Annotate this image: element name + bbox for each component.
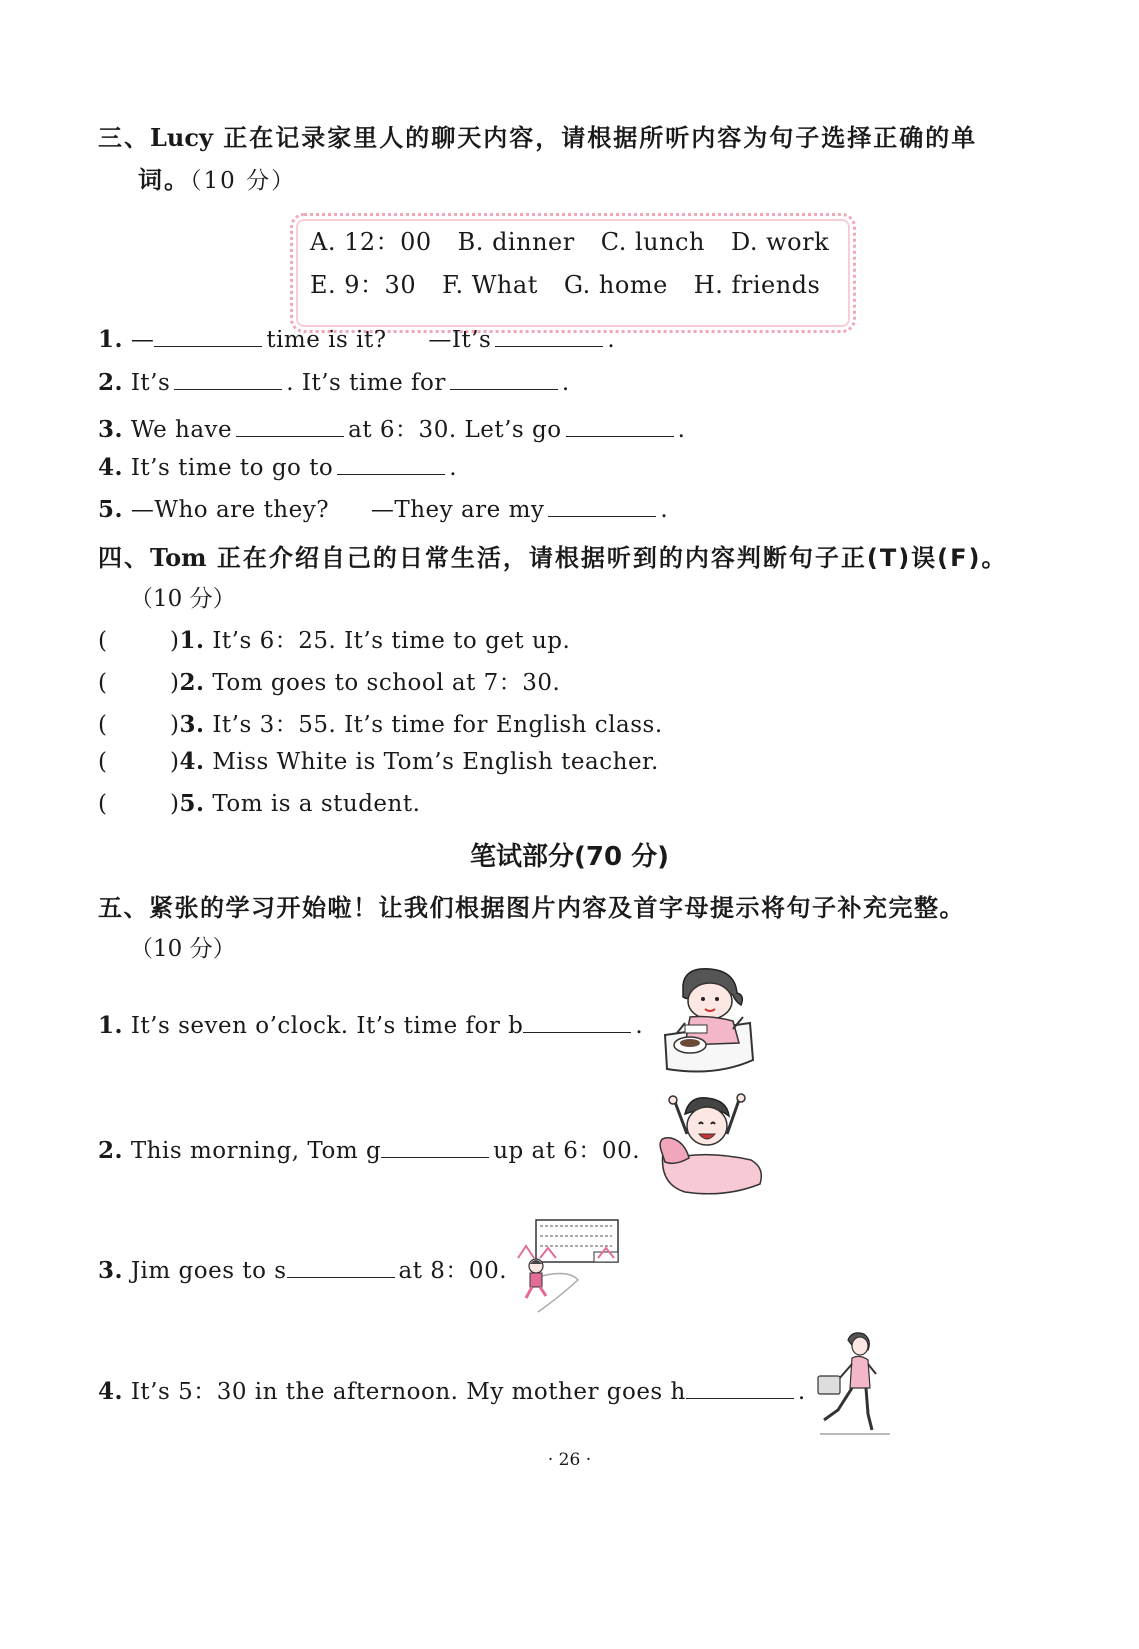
s4-item-1: ( )1. It’s 6：25. It’s time to get up.	[98, 627, 571, 654]
option-e: E. 9：30	[310, 271, 417, 299]
answer-blank[interactable]	[566, 416, 674, 437]
answer-blank[interactable]	[523, 1012, 631, 1033]
answer-blank[interactable]	[236, 416, 344, 437]
answer-blank[interactable]	[548, 496, 656, 517]
option-a: A. 12：00	[310, 228, 432, 256]
s5-question-4: 4. It’s 5：30 in the afternoon. My mother goes h .	[98, 1378, 806, 1405]
s4-item-5: ( )5. Tom is a student.	[98, 790, 421, 817]
section5-score: （10 分）	[130, 936, 236, 962]
s5-question-2: 2. This morning, Tom g up at 6：00.	[98, 1137, 641, 1164]
word-bank-row-1	[310, 222, 855, 257]
answer-blank[interactable]	[337, 454, 445, 475]
page-number: · 26 ·	[547, 1450, 592, 1470]
answer-blank[interactable]	[495, 326, 603, 347]
section5-title: 五、紧张的学习开始啦！让我们根据图片内容及首字母提示将句子补充完整。	[98, 894, 965, 922]
woman-going-home-icon	[810, 1330, 896, 1440]
written-part-title: 笔试部分(70 分)	[470, 842, 669, 872]
s3-question-3: 3. We have at 6：30. Let’s go .	[98, 416, 686, 443]
option-b: B. dinner	[457, 228, 575, 256]
girl-eating-breakfast-icon	[655, 965, 765, 1077]
answer-blank[interactable]	[287, 1257, 395, 1278]
s5-question-1: 1. It’s seven o’clock. It’s time for b .	[98, 1012, 644, 1039]
s4-item-3: ( )3. It’s 3：55. It’s time for English class.	[98, 711, 663, 738]
section4-title: 四、Tom 正在介绍自己的日常生活，请根据听到的内容判断句子正(T)误(F)。	[98, 543, 1008, 572]
s3-question-4: 4. It’s time to go to .	[98, 454, 458, 481]
option-c: C. lunch	[600, 228, 705, 256]
section4-score: （10 分）	[130, 586, 236, 612]
option-d: D. work	[730, 228, 830, 256]
section3-title: 三、Lucy 正在记录家里人的聊天内容，请根据所听内容为句子选择正确的单	[98, 123, 978, 152]
s5-question-3: 3. Jim goes to s at 8：00.	[98, 1257, 508, 1284]
s4-item-4: ( )4. Miss White is Tom’s English teacher.	[98, 748, 659, 775]
answer-blank[interactable]	[381, 1137, 489, 1158]
answer-blank[interactable]	[686, 1378, 794, 1399]
section3-title-line2: 词。（10 分）	[138, 166, 297, 194]
s3-question-1: 1. — time is it? —It’s .	[98, 326, 616, 353]
word-bank-row-2	[310, 265, 846, 300]
s3-question-5: 5. —Who are they? —They are my .	[98, 496, 669, 523]
answer-blank[interactable]	[450, 369, 558, 390]
answer-blank[interactable]	[174, 369, 282, 390]
s4-item-2: ( )2. Tom goes to school at 7：30.	[98, 669, 561, 696]
boy-getting-up-icon	[655, 1092, 767, 1200]
option-h: H. friends	[693, 271, 821, 299]
boy-going-to-school-icon	[508, 1218, 624, 1318]
answer-blank[interactable]	[154, 326, 262, 347]
option-g: G. home	[563, 271, 668, 299]
option-f: F. What	[442, 271, 538, 299]
s3-question-2: 2. It’s . It’s time for .	[98, 369, 570, 396]
